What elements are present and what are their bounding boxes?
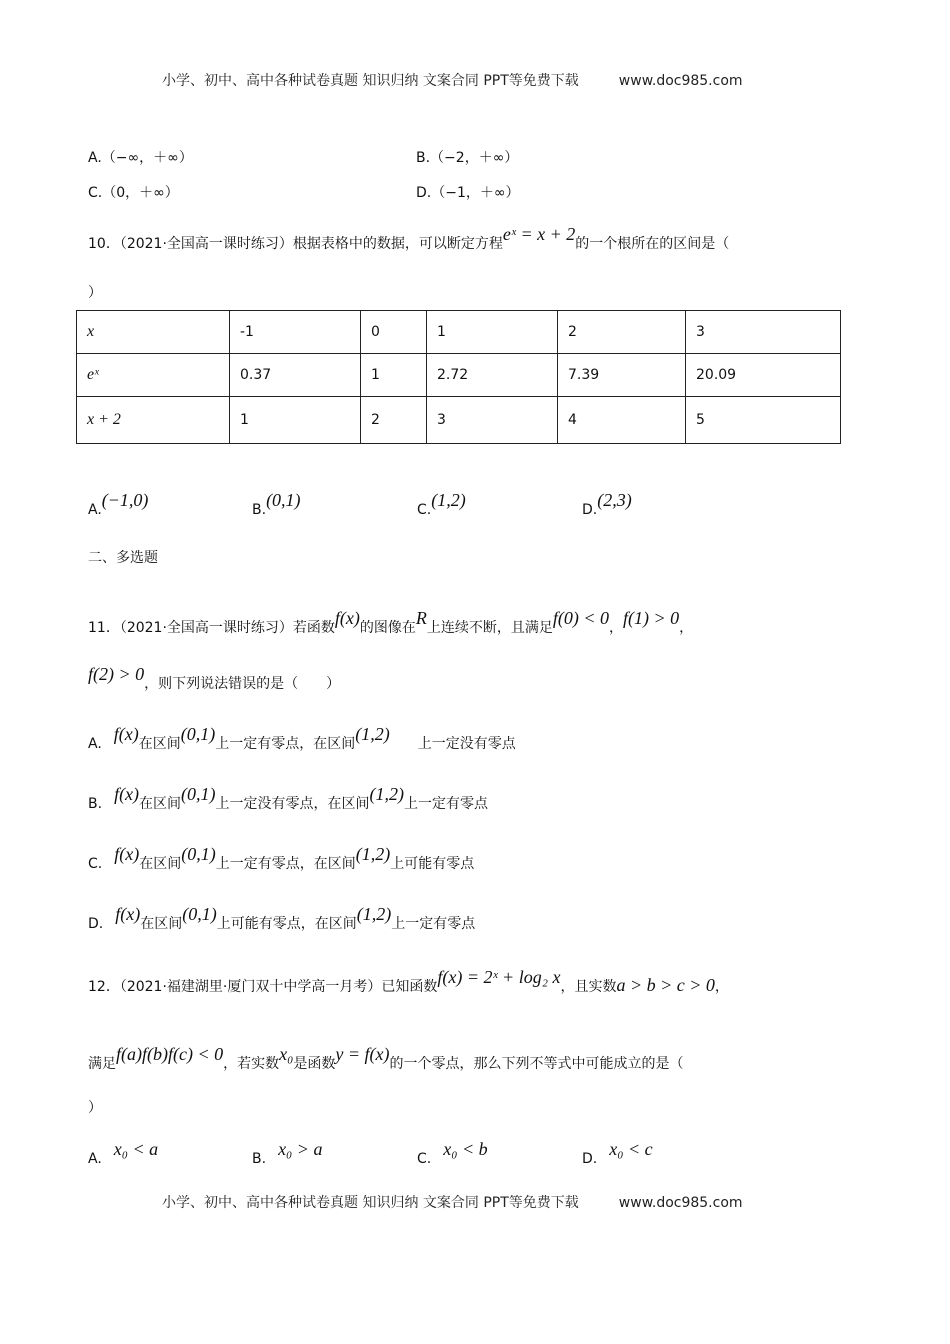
option-fx: f(x): [114, 844, 140, 864]
q10-table: [76, 310, 841, 444]
q12-text: 是函数: [293, 1056, 336, 1072]
table-cell: 7.39: [558, 354, 686, 397]
option-text: 上可能有零点，在区间: [216, 916, 357, 932]
table-cell: -1: [230, 311, 361, 354]
q12-option-c[interactable]: [417, 1139, 488, 1168]
q10-option-b[interactable]: [252, 490, 301, 519]
option-label: C.: [417, 502, 432, 518]
footer-link[interactable]: www.doc985.com: [618, 1195, 743, 1211]
table-cell: x: [77, 311, 230, 354]
option-text: 上一定没有零点，在区间: [215, 796, 370, 812]
header-text: 小学、初中、高中各种试卷真题 知识归纳 文案合同 PPT等免费下载: [162, 73, 579, 89]
q12-cond: f(a)f(b)f(c) < 0: [116, 1044, 224, 1064]
option-math: (0,1): [266, 490, 301, 510]
option-text: 在区间: [139, 796, 182, 812]
q11-stem-line2: [88, 664, 341, 693]
option-label: D.: [582, 1151, 598, 1167]
q11-text: 上连续不断，且满足: [426, 620, 553, 636]
table-cell: x + 2: [77, 397, 230, 444]
option-interval: (0,1): [180, 724, 216, 744]
option-text: 在区间: [138, 736, 181, 752]
footer: [162, 1192, 743, 1212]
q12-text: ，: [714, 979, 729, 995]
q12-close: ）: [88, 1100, 102, 1116]
option-label: C.: [417, 1151, 432, 1167]
table-cell: 3: [427, 397, 558, 444]
table-cell: 0: [361, 311, 427, 354]
q12-text: 12．（2021·福建湖里·厦门双十中学高一月考）已知函数: [88, 979, 438, 995]
table-cell: eˣ: [77, 354, 230, 397]
option-math: (−1,0): [101, 490, 149, 510]
table-row: [77, 397, 841, 444]
option-text: 上一定没有零点: [389, 736, 516, 752]
option-interval: (1,2): [355, 724, 390, 744]
table-cell: 5: [686, 397, 841, 444]
table-cell: 1: [230, 397, 361, 444]
q12-yfx: y = f(x): [335, 1044, 390, 1064]
option-math: (1,2): [431, 490, 466, 510]
q11-text: ，: [609, 620, 624, 636]
q12-stem: [88, 967, 729, 996]
q11-cond: f(1) > 0: [623, 608, 680, 628]
q12-text: ，且实数: [560, 979, 617, 995]
option-fx: f(x): [113, 724, 139, 744]
option-label: A.: [88, 736, 102, 752]
q12-option-b[interactable]: [252, 1139, 323, 1168]
q11-text: ，则下列说法错误的是（ ）: [144, 676, 341, 692]
q11-option-c[interactable]: [88, 844, 475, 873]
table-cell: 1: [361, 354, 427, 397]
option-interval: (1,2): [369, 784, 405, 804]
q12-cond: a > b > c > 0: [616, 975, 715, 995]
table-cell: 2.72: [427, 354, 558, 397]
option-interval: (0,1): [182, 904, 217, 924]
q12-text: 的一个零点，那么下列不等式中可能成立的是（: [389, 1056, 684, 1072]
q9-option-c[interactable]: C.（0，＋∞）: [88, 185, 179, 201]
header-link[interactable]: www.doc985.com: [618, 73, 743, 89]
option-fx: f(x): [114, 784, 140, 804]
option-label: C.: [88, 856, 103, 872]
option-interval: (1,2): [356, 904, 392, 924]
footer-text: 小学、初中、高中各种试卷真题 知识归纳 文案合同 PPT等免费下载: [162, 1195, 579, 1211]
q11-R: R: [415, 608, 427, 628]
option-text: 上一定有零点，在区间: [215, 856, 356, 872]
option-text: 上可能有零点: [390, 856, 475, 872]
option-text: 上一定有零点: [404, 796, 489, 812]
option-label: A.: [88, 1151, 102, 1167]
table-cell: 20.09: [686, 354, 841, 397]
option-fx: f(x): [115, 904, 141, 924]
q12-text: 满足: [88, 1056, 116, 1072]
option-label: D.: [582, 502, 598, 518]
option-text: 上一定有零点: [391, 916, 476, 932]
q11-cond: f(2) > 0: [88, 664, 145, 684]
q10-option-d[interactable]: [582, 490, 632, 519]
table-cell: 1: [427, 311, 558, 354]
option-text: 在区间: [139, 856, 182, 872]
q11-fx: f(x): [334, 608, 360, 628]
option-math: x₀ < a: [113, 1139, 159, 1159]
section-heading: 二、多选题: [88, 550, 158, 566]
table-cell: 2: [558, 311, 686, 354]
table-cell: 2: [361, 397, 427, 444]
q11-cond: f(0) < 0: [552, 608, 610, 628]
q12-x0: x₀: [279, 1044, 294, 1064]
option-interval: (1,2): [355, 844, 391, 864]
q11-text: 11．（2021·全国高一课时练习）若函数: [88, 620, 335, 636]
q9-option-b[interactable]: B.（−2，＋∞）: [416, 150, 519, 166]
q12-text: ，若实数: [223, 1056, 280, 1072]
q9-option-d[interactable]: D.（−1，＋∞）: [416, 185, 520, 201]
option-interval: (0,1): [181, 844, 216, 864]
table-row: [77, 311, 841, 354]
option-label: B.: [88, 796, 103, 812]
q12-option-a[interactable]: [88, 1139, 159, 1168]
option-math: x₀ > a: [278, 1139, 323, 1159]
option-label: A.: [88, 502, 102, 518]
table-row: [77, 354, 841, 397]
q10-equation: eˣ = x + 2: [502, 224, 576, 244]
q10-option-a[interactable]: [88, 490, 149, 519]
q12-stem-line2: [88, 1044, 684, 1073]
q10-text: 10．（2021·全国高一课时练习）根据表格中的数据，可以断定方程: [88, 236, 503, 252]
option-text: 上一定有零点，在区间: [215, 736, 356, 752]
q10-close: ）: [88, 285, 102, 301]
option-label: D.: [88, 916, 104, 932]
q9-option-a[interactable]: A.（−∞，＋∞）: [88, 150, 193, 166]
q11-text: 的图像在: [359, 620, 416, 636]
q11-stem: [88, 608, 694, 637]
option-interval: (0,1): [181, 784, 216, 804]
q10-stem: [88, 224, 730, 253]
table-cell: 3: [686, 311, 841, 354]
q11-option-a[interactable]: [88, 724, 516, 753]
option-label: B.: [252, 1151, 267, 1167]
option-text: 在区间: [140, 916, 183, 932]
option-math: x₀ < c: [609, 1139, 653, 1159]
q11-option-d[interactable]: [88, 904, 476, 933]
table-cell: 0.37: [230, 354, 361, 397]
q10-option-c[interactable]: [417, 490, 466, 519]
table-cell: 4: [558, 397, 686, 444]
option-math: (2,3): [597, 490, 632, 510]
q10-text-suffix: 的一个根所在的区间是（: [575, 236, 730, 252]
q11-text: ，: [679, 620, 694, 636]
option-label: B.: [252, 502, 267, 518]
q12-option-d[interactable]: [582, 1139, 653, 1168]
header: [162, 70, 743, 90]
option-math: x₀ < b: [443, 1139, 488, 1159]
q11-option-b[interactable]: [88, 784, 489, 813]
q12-function: f(x) = 2ˣ + log₂ x: [437, 967, 561, 987]
